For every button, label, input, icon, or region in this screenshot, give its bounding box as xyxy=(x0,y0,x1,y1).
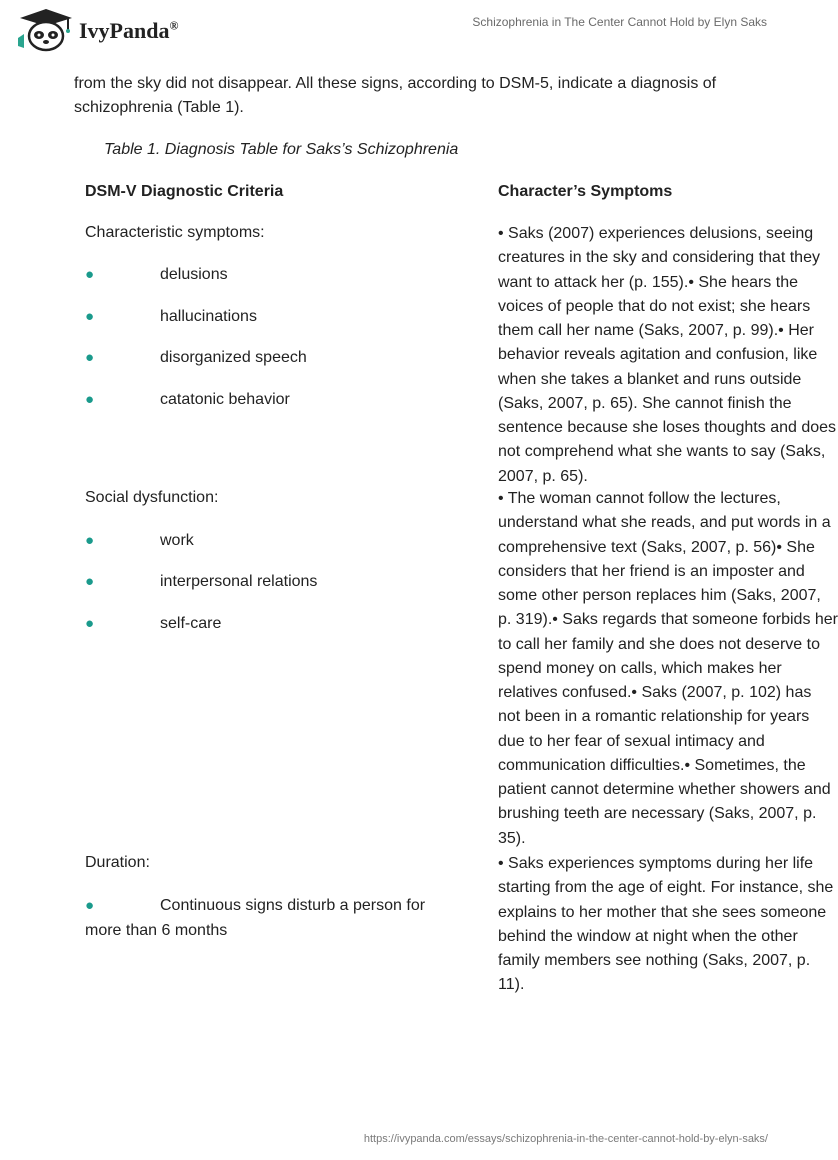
row-label-characteristic: Characteristic symptoms: xyxy=(85,224,265,241)
intro-paragraph: from the sky did not disappear. All these signs, according to DSM-5, indicate a diagnosis of schizophrenia (Table 1). xyxy=(74,75,717,116)
symptoms-cell: • The woman cannot follow the lectures, understand what she reads, and put words in a comprehensive text (Saks, 2007, p. 56)• She considers that her friend is an imposter and some other person replaces him (Saks, 2007, p. 319).• Saks regards that someone forbids her to call her family and she does not deserve to spend money on calls, which makes her relatives confused.• Saks (2007, p. 102) has not been in a romantic relationship for years due to her fear of sexual intimacy and communication difficulties.• Sometimes, the patient cannot determine whether showers and brushing teeth are necessary (Saks, 2007, p. 35). xyxy=(498,490,838,847)
symptoms-cell: • Saks experiences symptoms during her life starting from the age of eight. For instance, she explains to her mother that she sees someone behind the window at night when the other family members see nothing (Saks, 2007, p. 11). xyxy=(498,855,834,994)
bullet-dot-icon: ● xyxy=(85,266,95,283)
page-header xyxy=(0,0,800,66)
source-url-link[interactable]: https://ivypanda.com/essays/schizophrenia-in-the-center-cannot-hold-by-elyn-saks/ xyxy=(363,1133,768,1145)
row-label-social: Social dysfunction: xyxy=(85,489,219,506)
bullet-dot-icon: ● xyxy=(85,391,95,408)
symptoms-cell: • Saks (2007) experiences delusions, seeing creatures in the sky and considering that they want to attack her (p. 155).• She hears the voices of people that do not exist; she hears them call her name (Saks, 2007, p. 99).• Her behavior reveals agitation and confusion, like when she takes a blanket and runs outside (Saks, 2007, p. 65). She cannot finish the sentence because she loses thoughts and does not comprehend what she wants to say (Saks, 2007, p. 65). xyxy=(498,225,837,485)
brand-name[interactable]: IvyPanda® xyxy=(79,18,179,43)
bullet-dot-icon: ● xyxy=(85,615,95,632)
ivypanda-logo-icon[interactable] xyxy=(14,8,78,52)
row-label-duration: Duration: xyxy=(85,854,150,871)
criteria-bullet: ● Continuous signs disturb a person for more than 6 months xyxy=(85,893,445,943)
column-header-criteria: DSM-V Diagnostic Criteria xyxy=(85,183,284,200)
bullet-dot-icon: ● xyxy=(85,532,95,549)
bullet-dot-icon: ● xyxy=(85,573,95,590)
bullet-dot-icon: ● xyxy=(85,897,95,914)
bullet-dot-icon: ● xyxy=(85,308,95,325)
bullet-dot-icon: ● xyxy=(85,349,95,366)
column-header-symptoms: Character’s Symptoms xyxy=(498,183,673,200)
document-title: Schizophrenia in The Center Cannot Hold by Elyn Saks xyxy=(472,15,767,29)
table-caption: Table 1. Diagnosis Table for Saks’s Schizophrenia xyxy=(104,141,459,158)
